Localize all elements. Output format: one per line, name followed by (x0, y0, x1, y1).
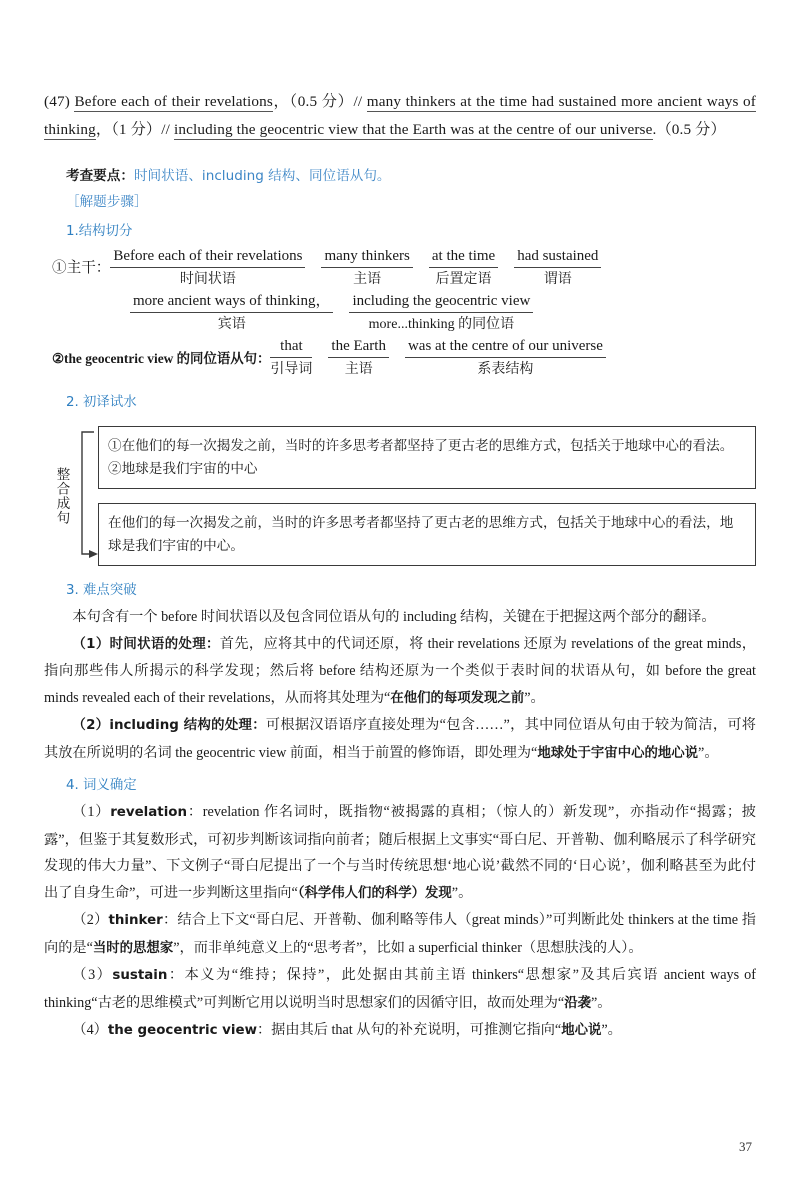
structure-row-2 (52, 292, 756, 335)
vocabulary-entry (44, 962, 756, 1017)
combine-vertical-label: 整合成句 (54, 467, 70, 525)
vocabulary-entry (44, 907, 756, 962)
structure-row-3-lead: ②the geocentric view 的同位语从句： (52, 351, 271, 366)
source-segment-2: many thinkers at the time had sustained more ancient ways of thinking (44, 93, 757, 138)
structure-row-1-lead: ①主干： (52, 260, 111, 276)
vocabulary-entry-bold: （科学伟人们的科学）发现 (297, 885, 452, 901)
section-heading-structure: 1.结构切分 (66, 224, 133, 239)
difficulty-point-2-text-a: 可根据汉语语序直接处理为“包含……”，其中同位语从句由于较为简洁，可将其放在所说明的名词 the geocentric view 前面，相当于前置的修饰语，即处理为“ (44, 717, 756, 761)
structure-segment-cn: 宾语 (217, 317, 246, 332)
structure-segment (110, 247, 305, 290)
structure-segment-cn: 主语 (353, 272, 382, 287)
vocabulary-entry-text-a: 据由其后 that 从句的补充说明，可推测它指向“ (271, 1022, 562, 1038)
vocabulary-entry-colon: ： (187, 804, 203, 820)
structure-segment (349, 292, 533, 335)
structure-segment-en: that (270, 337, 312, 358)
structure-segment-en: the Earth (328, 337, 389, 358)
structure-segment (321, 247, 412, 290)
vocabulary-entry-colon: ： (162, 912, 178, 928)
structure-segment (130, 292, 333, 335)
vocabulary-entry-word: the geocentric view (107, 1023, 257, 1038)
section-heading-vocabulary: 4. 词义确定 (66, 778, 137, 793)
item-number: (47) (44, 93, 70, 110)
section-heading-difficulty: 3. 难点突破 (66, 583, 137, 598)
structure-segment-en: had sustained (514, 247, 601, 268)
translation-boxes (98, 426, 756, 566)
source-mark-2: ，（1 分）// (95, 121, 171, 138)
vocabulary-entry-colon: ： (167, 967, 185, 983)
vocabulary-entry-number: （4） (72, 1022, 108, 1038)
structure-segment-cn: more...thinking 的同位语 (368, 317, 515, 332)
key-points-colon: ： (120, 168, 134, 184)
vocabulary-entry-bold: 当时的思想家 (92, 940, 174, 956)
difficulty-point-1-text-b: ”。 (524, 689, 545, 706)
source-mark-3: .（0.5 分） (652, 121, 726, 138)
vocabulary-entry-text-b: ”，而非单纯意义上的“思考者”，比如 a superficial thinker（思想肤浅的人）。 (173, 939, 643, 956)
vocabulary-entry-text-a: 结合上下文“哥白尼、开普勒、伽利略等伟人（great minds）”可判断此处 thinkers at the time 指向的是“ (44, 912, 756, 956)
difficulty-point-2-text-b: ”。 (698, 744, 719, 761)
structure-segment-en: at the time (429, 247, 498, 268)
key-points-line (44, 164, 756, 189)
vocabulary-entry-number: （3） (72, 967, 113, 983)
vocabulary-entry-colon: ： (256, 1022, 272, 1038)
structure-segment-cn: 引导词 (270, 362, 313, 377)
translation-combine-area (44, 426, 756, 566)
source-segment-3: including the geocentric view that the Earth was at the centre of our universe (173, 121, 653, 138)
structure-segment-en: Before each of their revelations (110, 247, 305, 268)
structure-segment-en: many thinkers (321, 247, 412, 268)
key-points-body: 时间状语、including 结构、同位语从句。 (133, 168, 391, 184)
difficulty-point-1 (44, 631, 756, 713)
vocabulary-entry-word: revelation (110, 805, 188, 820)
structure-segment-cn: 系表结构 (477, 362, 534, 377)
source-segment-1: Before each of their revelations (74, 93, 273, 110)
difficulty-intro: 本句含有一个 before 时间状语以及包含同位语从句的 including 结构，关键在于把握这两个部分的翻译。 (72, 609, 716, 625)
structure-segment (328, 337, 389, 380)
vocabulary-entry-text-b: ”。 (601, 1022, 622, 1038)
vocabulary-entry-number: （2） (72, 912, 109, 928)
solution-steps-heading: ［解题步骤］ (66, 194, 148, 210)
structure-segment-cn: 后置定语 (435, 272, 492, 287)
source-mark-1: ，（0.5 分）// (272, 93, 363, 110)
vocabulary-entry-number: （1） (72, 804, 111, 820)
structure-segment (429, 247, 498, 290)
vocabulary-entry (44, 799, 756, 907)
difficulty-point-2-bold: 地球处于宇宙中心的地心说 (537, 745, 699, 761)
structure-segment (405, 337, 606, 380)
vocabulary-entry-text-b: ”。 (451, 884, 473, 901)
draft-line-2: ②地球是我们宇宙的中心 (108, 461, 258, 476)
vocabulary-entry-text-a: 本义为“维持；保持”，此处据由其前主语 thinkers“思想家”及其后宾语 ancient ways of thinking“古老的思维模式”可判断它用以说明当时思想家们的因循守旧，故而处理为“ (44, 967, 756, 1011)
draft-line-1: ①在他们的每一次揭发之前，当时的许多思考者都坚持了更古老的思维方式，包括关于地球中心的看法。 (108, 438, 734, 453)
structure-diagram (44, 247, 756, 380)
structure-segment-en: more ancient ways of thinking， (130, 292, 333, 313)
vocabulary-entry-word: thinker (108, 913, 163, 928)
structure-segment-en: including the geocentric view (349, 292, 533, 313)
difficulty-point-1-text-a: 首先，应将其中的代词还原，将 their revelations 还原为 revelations of the great minds，指向那些伟人所揭示的科学发现；然后将 before 结构还原为一个类似于表时间的状语从句，如 before the great minds revealed each of their revelations，从而将其处理为“ (44, 635, 756, 706)
vocabulary-entry (44, 1017, 756, 1045)
draft-box-combined (98, 503, 756, 566)
structure-row-1 (52, 247, 756, 290)
difficulty-point-2 (44, 712, 756, 767)
combine-arrow-bracket (72, 426, 98, 566)
vocabulary-entry-text-b: ”。 (590, 994, 612, 1011)
structure-segment (270, 337, 312, 380)
vocabulary-entry-word: sustain (112, 968, 168, 983)
structure-segment-cn: 谓语 (543, 272, 572, 287)
source-sentence-block (44, 88, 756, 144)
vocabulary-entry-text-a: revelation 作名词时，既指物“被揭露的真相；（惊人的）新发现”，亦指动作“揭露；披露”，但鉴于其复数形式，可初步判断该词指向前者；随后根据上文事实“哥白尼、开普勒、伽利略展示了科学研究发现的伟大力量”、下文例子“哥白尼提出了一个与当时传统思想‘地心说’截然不同的‘日心说’，伽利略甚至为此付出了自身生命”，可进一步判断这里指向“ (44, 804, 756, 901)
section-heading-first-draft: 2. 初译试水 (66, 395, 137, 410)
vocabulary-entry-bold: 沿袭 (564, 995, 591, 1011)
structure-row-3 (52, 337, 756, 380)
difficulty-point-2-head: （2）including 结构的处理： (72, 718, 266, 733)
draft-box-initial (98, 426, 756, 489)
difficulty-point-1-head: （1）时间状语的处理： (72, 636, 220, 652)
vocabulary-entry-bold: 地心说 (561, 1023, 602, 1038)
structure-segment-cn: 时间状语 (179, 272, 236, 287)
structure-segment-cn: 主语 (344, 362, 373, 377)
key-points-label: 考查要点 (66, 168, 121, 184)
structure-segment (514, 247, 601, 290)
page-content (44, 88, 756, 1045)
structure-segment-en: was at the centre of our universe (405, 337, 606, 358)
page-number: 37 (739, 1139, 752, 1154)
difficulty-point-1-bold: 在他们的每项发现之前 (390, 690, 525, 706)
combined-sentence: 在他们的每一次揭发之前，当时的许多思考者都坚持了更古老的思维方式，包括关于地球中心的看法，地球是我们宇宙的中心。 (108, 515, 734, 553)
